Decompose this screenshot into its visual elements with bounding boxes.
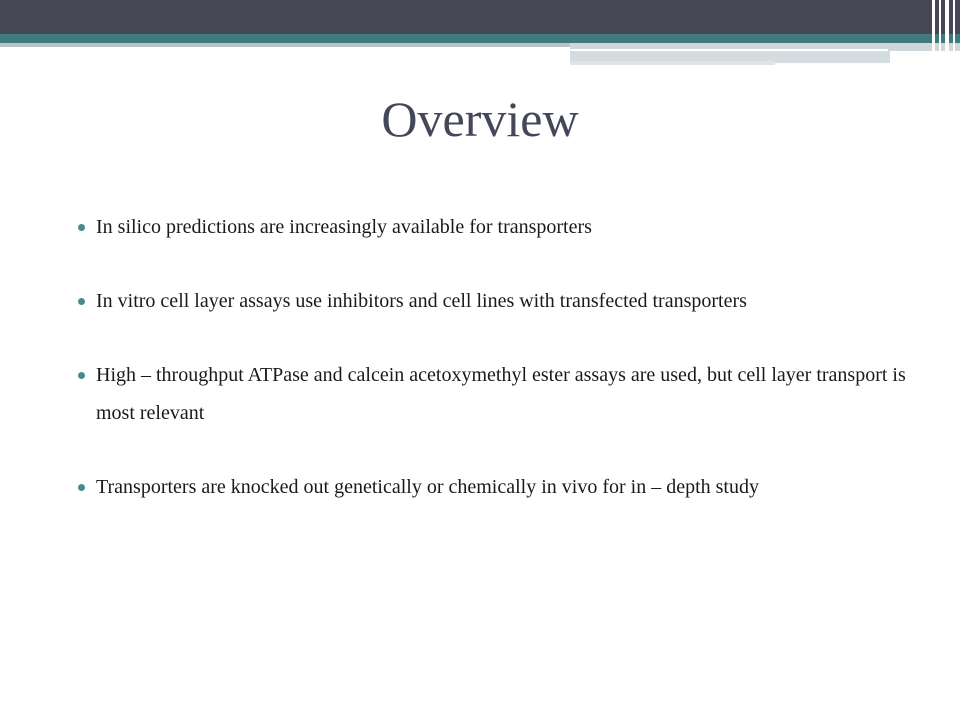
bullet-item xyxy=(78,282,938,320)
bullet-item xyxy=(78,468,938,506)
bullet-text: High – throughput ATPase and calcein acetoxymethyl ester assays are used, but cell layer transport is most relevant xyxy=(96,364,906,424)
header-band-white-line xyxy=(570,49,888,51)
header-stripe xyxy=(932,0,935,65)
header-band-teal xyxy=(0,34,960,43)
header-stripe xyxy=(953,0,955,65)
header-band-grey-short xyxy=(570,61,775,65)
header-band-grey xyxy=(0,43,570,47)
bullet-dot-icon xyxy=(78,298,85,305)
bullet-dot-icon xyxy=(78,372,85,379)
bullet-text: Transporters are knocked out genetically or chemically in vivo for in – depth study xyxy=(96,476,759,498)
header-stripe xyxy=(939,0,941,65)
header-stripes xyxy=(928,0,960,65)
slide-title: Overview xyxy=(381,91,579,147)
bullet-list xyxy=(78,208,938,542)
bullet-item xyxy=(78,356,938,432)
header-stripe xyxy=(945,0,949,65)
bullet-text: In silico predictions are increasingly available for transporters xyxy=(96,216,592,238)
header-band-dark xyxy=(0,0,960,34)
bullet-text: In vitro cell layer assays use inhibitors and cell lines with transfected transporters xyxy=(96,290,747,312)
bullet-item xyxy=(78,208,938,246)
bullet-dot-icon xyxy=(78,484,85,491)
bullet-dot-icon xyxy=(78,224,85,231)
